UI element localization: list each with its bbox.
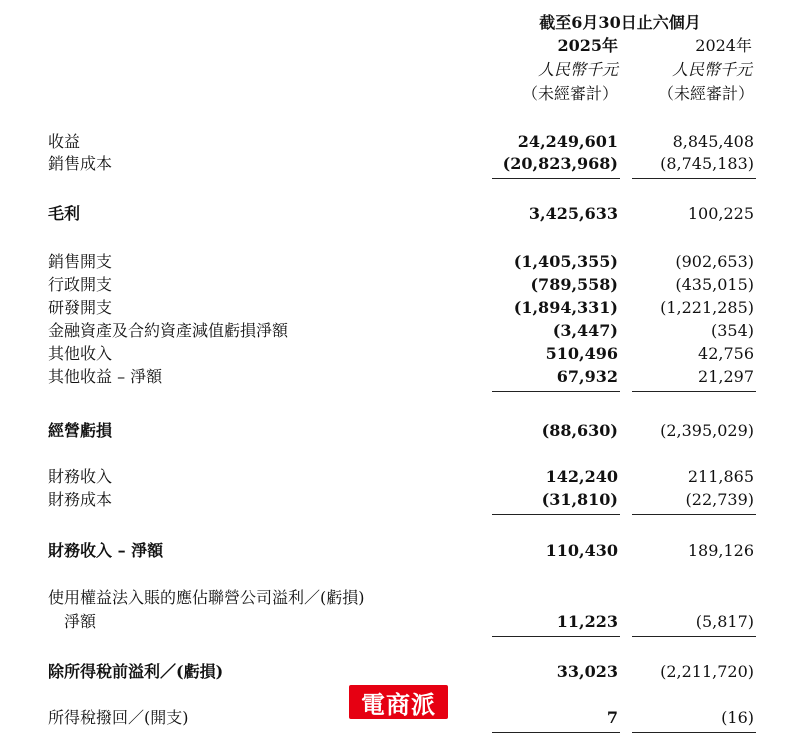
row-label: 銷售開支 <box>48 252 113 271</box>
value-2024: 211,865 <box>687 467 754 486</box>
value-2024: 8,845,408 <box>672 132 754 151</box>
value-2025: 510,496 <box>545 344 618 363</box>
value-2024: (1,221,285) <box>660 298 754 317</box>
subtotal-rule <box>492 514 620 515</box>
subtotal-rule <box>492 178 620 179</box>
period-heading: 截至6月30日止六個月 <box>539 13 701 32</box>
value-2025: (789,558) <box>530 275 618 294</box>
table-row <box>0 587 800 609</box>
subtotal-rule <box>632 636 756 637</box>
value-2024: 42,756 <box>698 344 754 363</box>
audit-2025-label: （未經審計） <box>521 84 618 103</box>
unit-2024-label: 人民幣千元 <box>671 60 752 79</box>
value-2024: (902,653) <box>675 252 754 271</box>
subtotal-rule <box>632 391 756 392</box>
value-2025: (1,405,355) <box>513 252 618 271</box>
value-2025: 7 <box>606 708 618 727</box>
value-2025: 67,932 <box>556 367 618 386</box>
value-2024: (2,395,029) <box>660 421 754 440</box>
table-row <box>0 251 800 273</box>
year-2025-heading: 2025年 <box>557 36 618 55</box>
table-row <box>0 297 800 319</box>
value-2024: (2,211,720) <box>660 662 754 681</box>
row-label: 毛利 <box>48 204 81 223</box>
table-row <box>0 661 800 683</box>
row-label: 其他收益 – 淨額 <box>48 367 163 386</box>
value-2025: 110,430 <box>545 541 618 560</box>
value-2024: (5,817) <box>695 612 754 631</box>
value-2025: 11,223 <box>556 612 618 631</box>
value-2024: (22,739) <box>685 490 754 509</box>
subtotal-rule <box>632 178 756 179</box>
table-row <box>0 153 800 175</box>
table-row <box>0 366 800 388</box>
unit-2025-label: 人民幣千元 <box>537 60 618 79</box>
value-2025: 142,240 <box>545 467 618 486</box>
subtotal-rule <box>492 391 620 392</box>
row-label: 金融資產及合約資產減值虧損淨額 <box>48 321 289 340</box>
value-2024: 100,225 <box>687 204 754 223</box>
row-label: 財務收入 <box>48 467 113 486</box>
table-row <box>0 274 800 296</box>
subtotal-rule <box>632 514 756 515</box>
row-label: 使用權益法入賬的應佔聯營公司溢利／(虧損) <box>48 588 365 607</box>
table-row <box>0 466 800 488</box>
row-label: 所得稅撥回／(開支) <box>48 708 189 727</box>
value-2025: (1,894,331) <box>513 298 618 317</box>
table-row <box>0 320 800 342</box>
subtotal-rule <box>632 732 756 733</box>
table-row <box>0 611 800 633</box>
row-label: 銷售成本 <box>48 154 113 173</box>
value-2024: (435,015) <box>675 275 754 294</box>
row-label: 淨額 <box>64 612 97 631</box>
table-row <box>0 131 800 153</box>
value-2025: 3,425,633 <box>528 204 618 223</box>
value-2025: (20,823,968) <box>502 154 618 173</box>
value-2024: (8,745,183) <box>660 154 754 173</box>
row-label: 行政開支 <box>48 275 113 294</box>
row-label: 財務收入 – 淨額 <box>48 541 164 560</box>
watermark-logo <box>349 685 448 719</box>
subtotal-rule <box>492 732 620 733</box>
subtotal-rule <box>492 636 620 637</box>
table-row <box>0 420 800 442</box>
value-2024: 189,126 <box>687 541 754 560</box>
value-2024: (354) <box>710 321 754 340</box>
row-label: 經營虧損 <box>48 421 113 440</box>
value-2025: 33,023 <box>556 662 618 681</box>
table-row <box>0 343 800 365</box>
value-2024: 21,297 <box>698 367 754 386</box>
year-2024-heading: 2024年 <box>695 36 752 55</box>
audit-2024-label: （未經審計） <box>657 84 754 103</box>
watermark-text: 電商派 <box>361 690 436 719</box>
table-row <box>0 489 800 511</box>
row-label: 收益 <box>48 132 81 151</box>
table-row <box>0 540 800 562</box>
row-label: 財務成本 <box>48 490 113 509</box>
value-2025: (88,630) <box>541 421 618 440</box>
row-label: 除所得稅前溢利／(虧損) <box>48 662 224 681</box>
row-label: 其他收入 <box>48 344 113 363</box>
value-2024: (16) <box>721 708 754 727</box>
value-2025: (31,810) <box>541 490 618 509</box>
value-2025: (3,447) <box>552 321 618 340</box>
table-row <box>0 203 800 225</box>
row-label: 研發開支 <box>48 298 113 317</box>
value-2025: 24,249,601 <box>517 132 618 151</box>
